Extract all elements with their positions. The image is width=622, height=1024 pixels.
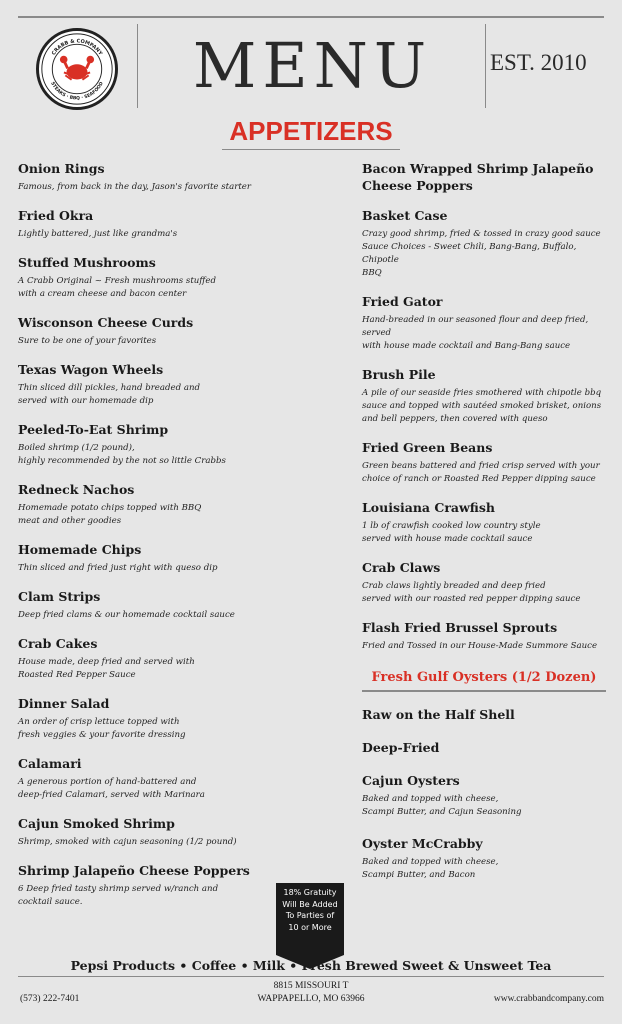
menu-item <box>362 835 608 882</box>
menu-item-description: 6 Deep fried tasty shrimp served w/ranch and cocktail sauce. <box>18 884 219 907</box>
menu-item <box>362 706 608 723</box>
menu-title: MENU <box>192 29 433 102</box>
menu-item-description: Shrimp, smoked with cajun seasoning (1/2 pound) <box>18 837 237 847</box>
menu-item <box>18 695 348 742</box>
menu-item-name: Crab Claws <box>362 560 441 575</box>
menu-item-description: Sure to be one of your favorites <box>18 336 157 346</box>
section-underline <box>222 149 400 150</box>
menu-item <box>362 619 608 653</box>
menu-item-name: Brush Pile <box>362 367 436 382</box>
menu-item-description: An order of crisp lettuce topped with fresh veggies & your favorite dressing <box>18 717 186 740</box>
menu-item-name: Cajun Oysters <box>362 773 460 788</box>
menu-item <box>362 439 608 486</box>
menu-item <box>18 541 348 575</box>
menu-column-right <box>362 160 608 898</box>
menu-item-name: Texas Wagon Wheels <box>18 362 164 377</box>
menu-item <box>362 559 608 606</box>
menu-item <box>362 207 608 280</box>
menu-item-name: Wisconson Cheese Curds <box>18 315 194 330</box>
menu-item-description: Deep fried clams & our homemade cocktail sauce <box>18 610 235 620</box>
menu-item <box>18 421 348 468</box>
svg-text:CRABB & COMPANY: CRABB & COMPANY <box>50 38 104 57</box>
menu-item-name: Homemade Chips <box>18 542 142 557</box>
menu-item-name: Crab Cakes <box>18 636 98 651</box>
menu-item <box>362 160 608 194</box>
menu-item-description: House made, deep fried and served with Roasted Red Pepper Sauce <box>18 657 195 680</box>
beverages-line: Pepsi Products • Coffee • Milk • Fresh Brewed Sweet & Unsweet Tea <box>70 958 552 973</box>
menu-item-name: Raw on the Half Shell <box>362 707 515 722</box>
header-divider-left <box>137 24 138 108</box>
footer-rule <box>18 976 604 977</box>
menu-item-description: Baked and topped with cheese, Scampi Butter, and Cajun Seasoning <box>362 794 522 817</box>
menu-item-name: Stuffed Mushrooms <box>18 255 156 270</box>
menu-item <box>18 635 348 682</box>
menu-item-description: A pile of our seaside fries smothered with chipotle bbq sauce and topped with sautéed smoked brisket, onions and bell peppers, then covered with queso <box>362 388 602 424</box>
menu-item <box>18 160 348 194</box>
menu-item <box>362 739 608 756</box>
menu-item-name: Flash Fried Brussel Sprouts <box>362 620 558 635</box>
menu-item-name: Louisiana Crawfish <box>362 500 495 515</box>
svg-text:STEAKS · BBQ · SEAFOOD: STEAKS · BBQ · SEAFOOD <box>49 81 105 102</box>
gratuity-notice <box>276 883 344 955</box>
menu-item-name: Cajun Smoked Shrimp <box>18 816 175 831</box>
menu-column-left <box>18 160 348 922</box>
menu-item-description: Lightly battered, just like grandma's <box>18 229 178 239</box>
menu-item <box>362 366 608 426</box>
header-divider-right <box>485 24 486 108</box>
menu-item-description: Baked and topped with cheese, Scampi Butter, and Bacon <box>362 857 499 880</box>
menu-item <box>18 588 348 622</box>
menu-item-description: Crazy good shrimp, fried & tossed in crazy good sauce Sauce Choices - Sweet Chili, Bang-Bang, Buffalo, Chipotle BBQ <box>362 229 601 278</box>
menu-item-description: Fried and Tossed in our House-Made Summore Sauce <box>362 641 598 651</box>
menu-item-description: Hand-breaded in our seasoned flour and deep fried, served with house made cocktail and Bang-Bang sauce <box>362 315 589 351</box>
menu-item-name: Peeled-To-Eat Shrimp <box>18 422 169 437</box>
menu-item <box>18 314 348 348</box>
menu-item-name: Deep-Fried <box>362 740 440 755</box>
address-line-1: 8815 MISSOURI T <box>273 981 349 991</box>
section-title-appetizers: APPETIZERS <box>229 116 393 146</box>
menu-item-name: Calamari <box>18 756 82 771</box>
menu-item <box>18 481 348 528</box>
menu-item <box>362 293 608 353</box>
menu-item-description: A generous portion of hand-battered and deep-fried Calamari, served with Marinara <box>18 777 205 800</box>
menu-item <box>18 815 348 849</box>
menu-item-name: Shrimp Jalapeño Cheese Poppers <box>18 863 250 878</box>
gratuity-text: 18% Gratuity Will Be Added To Parties of 10 or More <box>282 888 338 932</box>
menu-item-name: Basket Case <box>362 208 448 223</box>
menu-item-description: A Crabb Original ~ Fresh mushrooms stuffed with a cream cheese and bacon center <box>18 276 216 299</box>
menu-item <box>362 499 608 546</box>
established-year: EST. 2010 <box>490 50 587 75</box>
menu-item <box>362 772 608 819</box>
menu-item-name: Bacon Wrapped Shrimp Jalapeño Cheese Poppers <box>362 161 594 193</box>
menu-item-description: Famous, from back in the day, Jason's favorite starter <box>18 182 251 192</box>
menu-item-name: Onion Rings <box>18 161 105 176</box>
menu-item-name: Oyster McCrabby <box>362 836 483 851</box>
menu-item-description: Thin sliced and fried just right with queso dip <box>18 563 218 573</box>
menu-item-name: Fried Gator <box>362 294 443 309</box>
crabb-logo <box>36 28 118 110</box>
menu-item <box>18 254 348 301</box>
menu-item-description: Crab claws lightly breaded and deep fried served with our roasted red pepper dipping sauce <box>362 581 581 604</box>
menu-item-name: Fried Green Beans <box>362 440 493 455</box>
menu-item <box>18 755 348 802</box>
address-line-2: WAPPAPELLO, MO 63966 <box>257 994 365 1004</box>
menu-item-name: Dinner Salad <box>18 696 110 711</box>
menu-item <box>18 361 348 408</box>
oysters-heading: Fresh Gulf Oysters (1/2 Dozen) <box>362 666 606 692</box>
menu-item-name: Fried Okra <box>18 208 94 223</box>
menu-item-description: Homemade potato chips topped with BBQ meat and other goodies <box>18 503 202 526</box>
menu-item-description: Thin sliced dill pickles, hand breaded and served with our homemade dip <box>18 383 201 406</box>
menu-item-name: Clam Strips <box>18 589 101 604</box>
website-link: www.crabbandcompany.com <box>493 994 604 1004</box>
menu-item-description: 1 lb of crawfish cooked low country style served with house made cocktail sauce <box>362 521 541 544</box>
top-rule <box>18 16 604 18</box>
address <box>211 980 411 1006</box>
phone-number: (573) 222-7401 <box>20 994 80 1004</box>
menu-item-name: Redneck Nachos <box>18 482 135 497</box>
menu-item <box>18 207 348 241</box>
menu-item-description: Green beans battered and fried crisp served with your choice of ranch or Roasted Red Pepper dipping sauce <box>362 461 600 484</box>
menu-item-description: Boiled shrimp (1/2 pound), highly recommended by the not so little Crabbs <box>18 443 226 466</box>
